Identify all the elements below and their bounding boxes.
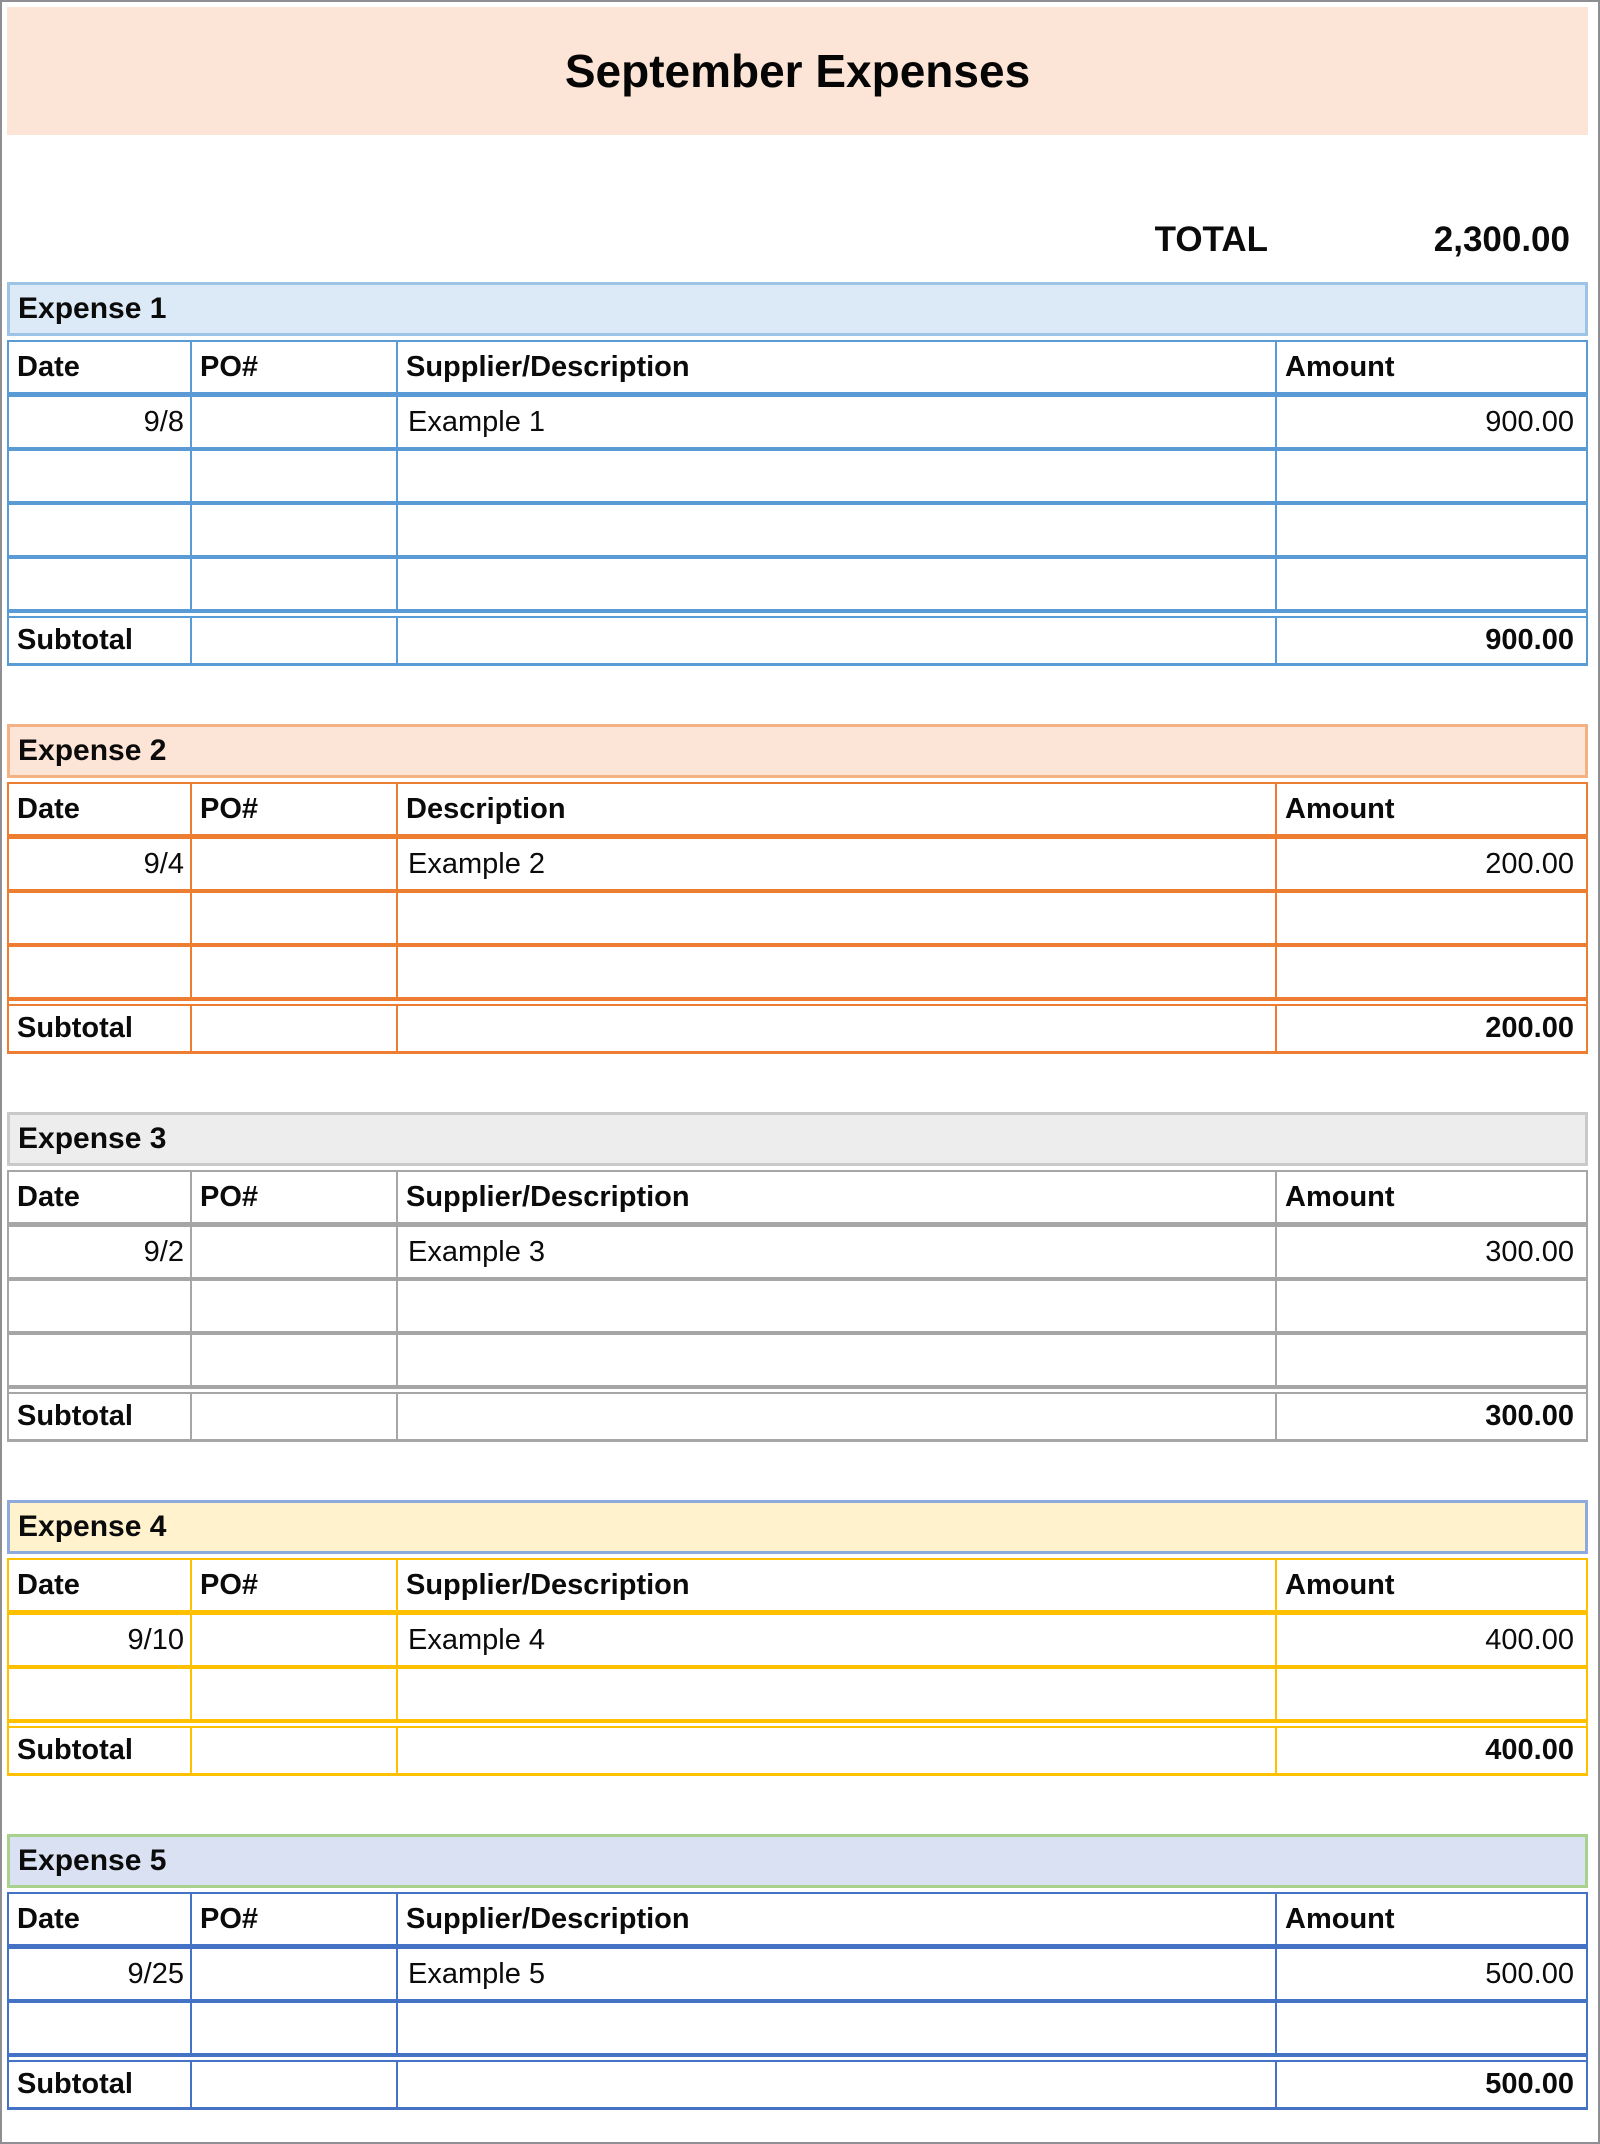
column-header: PO# [192,342,398,397]
description-cell[interactable] [398,505,1277,559]
amount-cell[interactable] [1277,2003,1586,2057]
subtotal-empty-cell [192,616,398,666]
subtotal-empty-cell [398,1726,1277,1776]
title-banner [7,7,1588,135]
column-header: Amount [1277,784,1586,839]
column-header-row [9,1172,1586,1227]
po-cell[interactable] [192,1949,398,2003]
subtotal-label: Subtotal [9,2060,192,2110]
po-cell[interactable] [192,839,398,893]
section-header-band [7,724,1588,778]
column-header: Amount [1277,1894,1586,1949]
column-header: Date [9,342,192,397]
section-title: Expense 3 [18,1122,167,1155]
section-header-band [7,1112,1588,1166]
po-cell[interactable] [192,505,398,559]
description-cell[interactable] [398,451,1277,505]
column-header: Amount [1277,1172,1586,1227]
grand-total-value: 2,300.00 [1433,220,1570,259]
section-title: Expense 2 [18,734,167,767]
po-cell[interactable] [192,1281,398,1335]
description-cell[interactable] [398,947,1277,1001]
table-row [9,2003,1586,2057]
description-cell[interactable] [398,559,1277,613]
subtotal-value: 200.00 [1277,1004,1586,1054]
subtotal-value: 400.00 [1277,1726,1586,1776]
sections [7,282,1588,2110]
column-header: Supplier/Description [398,342,1277,397]
table-row [9,1281,1586,1335]
date-cell[interactable]: 9/10 [9,1615,192,1669]
po-cell[interactable] [192,1227,398,1281]
subtotal-value: 900.00 [1277,616,1586,666]
expense-table [7,782,1588,1054]
po-cell[interactable] [192,1615,398,1669]
column-header-row [9,1560,1586,1615]
date-cell[interactable] [9,505,192,559]
table-row [9,947,1586,1001]
amount-cell[interactable]: 500.00 [1277,1949,1586,2003]
po-cell[interactable] [192,1669,398,1723]
date-cell[interactable] [9,559,192,613]
po-cell[interactable] [192,947,398,1001]
subtotal-row [9,1392,1586,1442]
subtotal-empty-cell [192,1392,398,1442]
table-row [9,397,1586,451]
date-cell[interactable] [9,1669,192,1723]
column-header: Date [9,784,192,839]
column-header: Supplier/Description [398,1172,1277,1227]
subtotal-label: Subtotal [9,1392,192,1442]
section-header-band [7,1500,1588,1554]
expense-table [7,1170,1588,1442]
amount-cell[interactable] [1277,947,1586,1001]
amount-cell[interactable]: 200.00 [1277,839,1586,893]
date-cell[interactable] [9,2003,192,2057]
amount-cell[interactable] [1277,1281,1586,1335]
section-title: Expense 1 [18,292,167,325]
description-cell[interactable] [398,1281,1277,1335]
expense-table [7,1892,1588,2110]
subtotal-value: 500.00 [1277,2060,1586,2110]
table-row [9,1949,1586,2003]
expense-section [7,282,1588,666]
description-cell[interactable]: Example 3 [398,1227,1277,1281]
column-header: PO# [192,784,398,839]
subtotal-row [9,1726,1586,1776]
date-cell[interactable] [9,451,192,505]
amount-cell[interactable] [1277,559,1586,613]
po-cell[interactable] [192,397,398,451]
amount-cell[interactable]: 900.00 [1277,397,1586,451]
amount-cell[interactable]: 400.00 [1277,1615,1586,1669]
amount-cell[interactable] [1277,451,1586,505]
description-cell[interactable]: Example 4 [398,1615,1277,1669]
column-header: Date [9,1560,192,1615]
column-header: Amount [1277,1560,1586,1615]
amount-cell[interactable] [1277,1669,1586,1723]
amount-cell[interactable] [1277,893,1586,947]
section-header-band [7,282,1588,336]
subtotal-empty-cell [398,1392,1277,1442]
table-row [9,505,1586,559]
column-header: Description [398,784,1277,839]
column-header: Date [9,1894,192,1949]
table-row [9,1335,1586,1389]
date-cell[interactable] [9,1281,192,1335]
expense-section [7,1112,1588,1442]
expense-table [7,1558,1588,1776]
description-cell[interactable] [398,2003,1277,2057]
column-header: Supplier/Description [398,1894,1277,1949]
po-cell[interactable] [192,559,398,613]
table-row [9,839,1586,893]
column-header: PO# [192,1560,398,1615]
table-row [9,1615,1586,1669]
expense-section [7,1500,1588,1776]
table-row [9,1669,1586,1723]
grand-total-label: TOTAL [1154,220,1268,259]
page-title: September Expenses [564,45,1031,97]
column-header: Supplier/Description [398,1560,1277,1615]
date-cell[interactable] [9,947,192,1001]
date-cell[interactable]: 9/8 [9,397,192,451]
column-header-row [9,342,1586,397]
table-row [9,1227,1586,1281]
description-cell[interactable] [398,893,1277,947]
amount-cell[interactable] [1277,505,1586,559]
column-header-row [9,784,1586,839]
description-cell[interactable] [398,1669,1277,1723]
section-header-band [7,1834,1588,1888]
po-cell[interactable] [192,451,398,505]
description-cell[interactable] [398,1335,1277,1389]
po-cell[interactable] [192,1335,398,1389]
table-row [9,559,1586,613]
subtotal-row [9,1004,1586,1054]
column-header: Date [9,1172,192,1227]
subtotal-label: Subtotal [9,1004,192,1054]
subtotal-label: Subtotal [9,616,192,666]
subtotal-empty-cell [192,2060,398,2110]
subtotal-row [9,2060,1586,2110]
subtotal-empty-cell [398,1004,1277,1054]
column-header-row [9,1894,1586,1949]
date-cell[interactable]: 9/4 [9,839,192,893]
column-header: Amount [1277,342,1586,397]
description-cell[interactable]: Example 1 [398,397,1277,451]
subtotal-empty-cell [398,2060,1277,2110]
section-title: Expense 4 [18,1510,167,1543]
expense-section [7,1834,1588,2110]
date-cell[interactable]: 9/25 [9,1949,192,2003]
po-cell[interactable] [192,893,398,947]
table-row [9,451,1586,505]
amount-cell[interactable] [1277,1335,1586,1389]
date-cell[interactable] [9,1335,192,1389]
subtotal-label: Subtotal [9,1726,192,1776]
expense-table [7,340,1588,666]
subtotal-value: 300.00 [1277,1392,1586,1442]
table-row [9,893,1586,947]
subtotal-empty-cell [192,1726,398,1776]
date-cell[interactable]: 9/2 [9,1227,192,1281]
grand-total-row [7,135,1588,282]
expense-section [7,724,1588,1054]
po-cell[interactable] [192,2003,398,2057]
description-cell[interactable]: Example 5 [398,1949,1277,2003]
subtotal-row [9,616,1586,666]
amount-cell[interactable]: 300.00 [1277,1227,1586,1281]
section-title: Expense 5 [18,1844,167,1877]
subtotal-empty-cell [398,616,1277,666]
date-cell[interactable] [9,893,192,947]
column-header: PO# [192,1172,398,1227]
subtotal-empty-cell [192,1004,398,1054]
description-cell[interactable]: Example 2 [398,839,1277,893]
column-header: PO# [192,1894,398,1949]
